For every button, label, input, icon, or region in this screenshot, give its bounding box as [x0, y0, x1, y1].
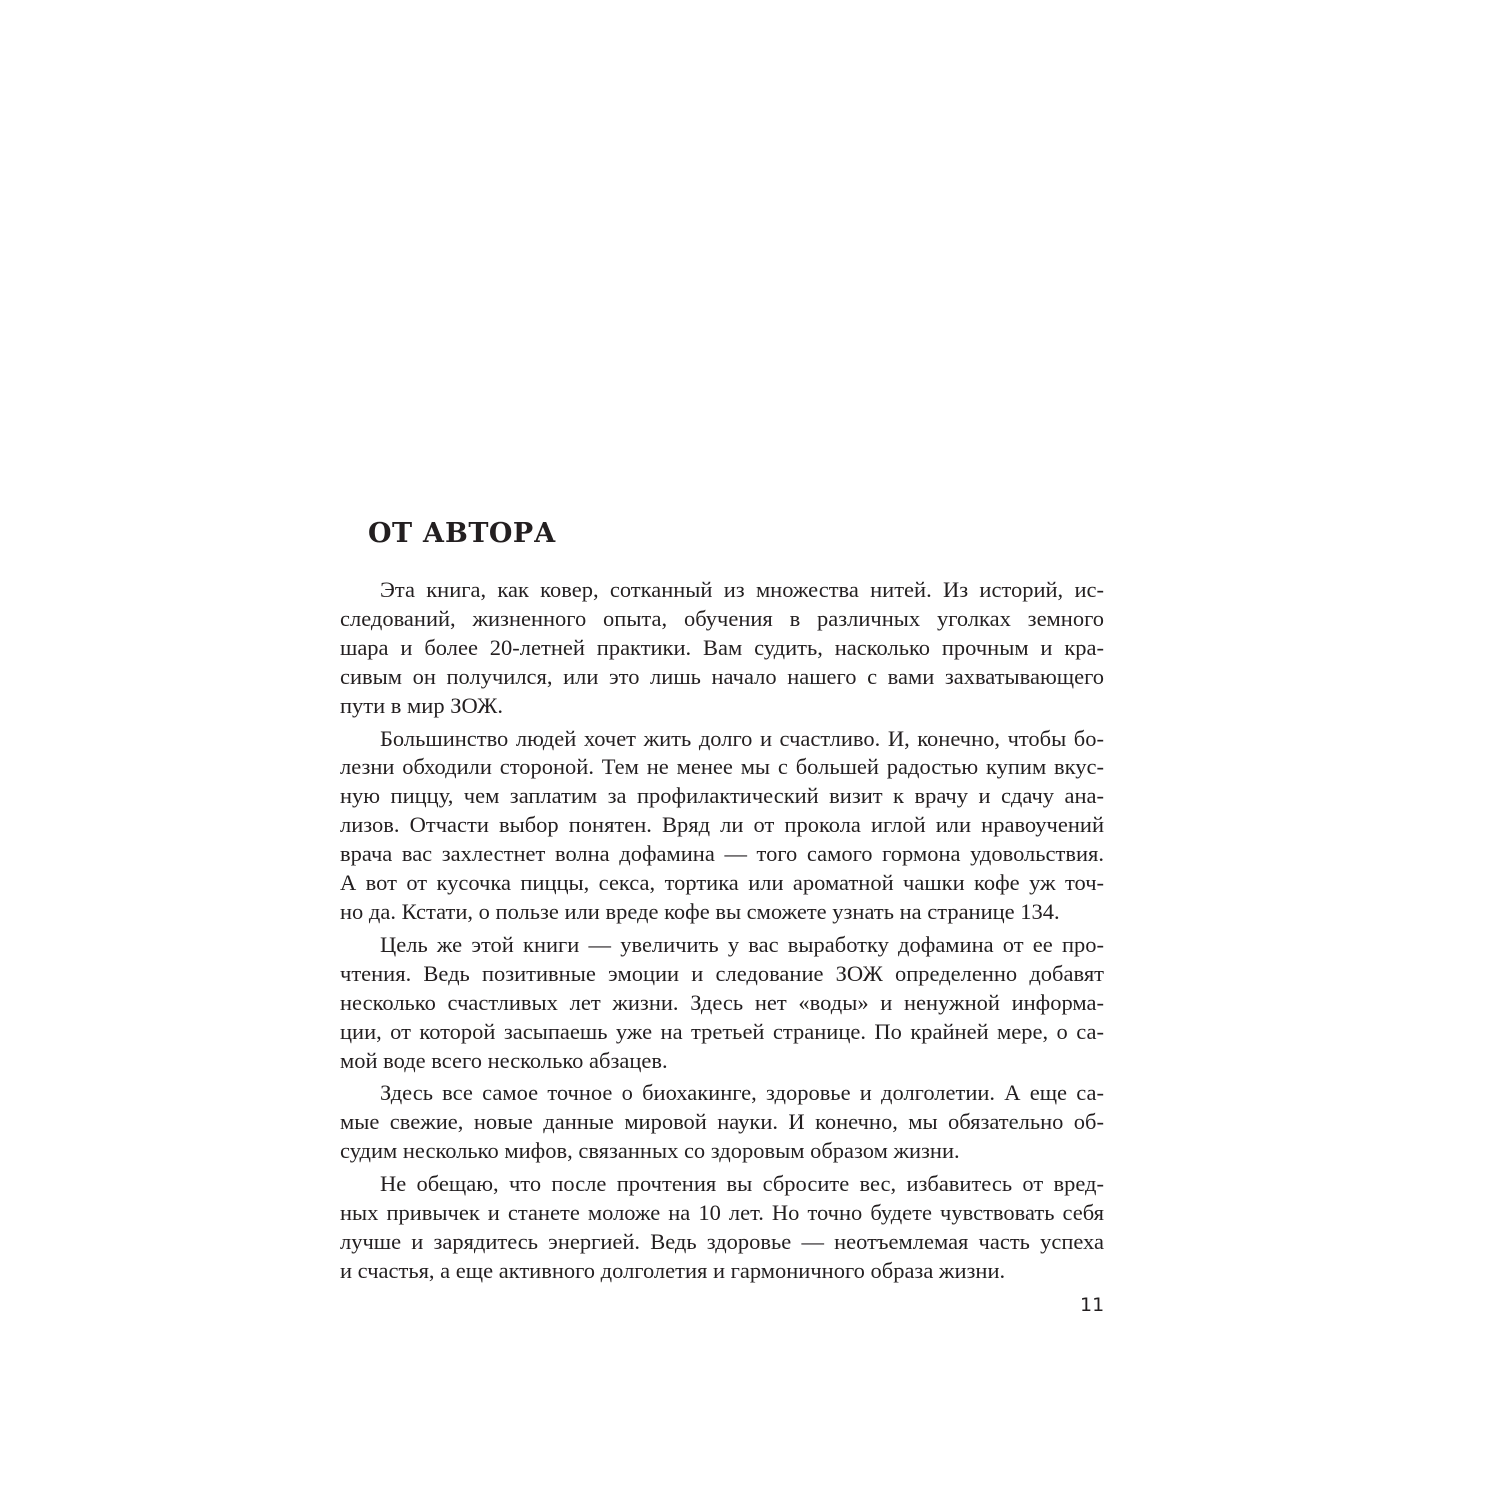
text-line: но да. Кстати, о пользе или вреде кофе вы сможете узнать на странице 134.: [340, 898, 1060, 924]
text-line: Эта книга, как ковер, сотканный из множества нитей. Из историй, ис-: [380, 577, 1104, 602]
text-line: пути в мир ЗОЖ.: [340, 692, 503, 718]
paragraph: [340, 931, 1104, 1076]
chapter-title: ОТ АВТОРА: [368, 518, 557, 549]
text-line: Большинство людей хочет жить долго и счастливо. И, конечно, чтобы бо-: [380, 725, 1104, 751]
paragraph: [340, 1079, 1104, 1166]
paragraph: [340, 725, 1104, 927]
text-line: А вот от кусочка пиццы, секса, тортика или ароматной чашки кофе уж точ-: [340, 870, 1104, 896]
text-line: лизов. Отчасти выбор понятен. Вряд ли от прокола иглой или нравоучений: [340, 812, 1104, 838]
text-line: сивым он получился, или это лишь начало нашего с вами захватывающего: [340, 663, 1104, 689]
text-line: ную пиццу, чем заплатим за профилактический визит к врачу и сдачу ана-: [340, 783, 1104, 809]
text-line: и счастья, а еще активного долголетия и гармоничного образа жизни.: [340, 1257, 1006, 1283]
text-line: врача вас захлестнет волна дофамина — того самого гормона удовольствия.: [340, 841, 1104, 867]
body-text: [340, 576, 1104, 1290]
text-line: Цель же этой книги — увеличить у вас выработку дофамина от ее про-: [380, 931, 1104, 957]
text-line: мые свежие, новые данные мировой науки. И конечно, мы обязательно об-: [340, 1109, 1104, 1135]
text-line: судим несколько мифов, связанных со здоровым образом жизни.: [340, 1138, 960, 1164]
text-line: ных привычек и станете моложе на 10 лет. Но точно будете чувствовать себя: [340, 1200, 1104, 1226]
page-number: 11: [1080, 1294, 1105, 1316]
text-line: Не обещаю, что после прочтения вы сбросите вес, избавитесь от вред-: [380, 1171, 1104, 1197]
text-line: Здесь все самое точное о биохакинге, здоровье и долголетии. А еще са-: [380, 1080, 1104, 1106]
text-line: ции, от которой засыпаешь уже на третьей странице. По крайней мере, о са-: [340, 1018, 1104, 1044]
text-line: шара и более 20-летней практики. Вам судить, насколько прочным и кра-: [340, 634, 1104, 660]
text-line: чтения. Ведь позитивные эмоции и следование ЗОЖ определенно добавят: [340, 960, 1104, 986]
text-line: несколько счастливых лет жизни. Здесь нет «воды» и ненужной информа-: [340, 989, 1104, 1015]
text-line: лучше и зарядитесь энергией. Ведь здоровье — неотъемлемая часть успеха: [340, 1228, 1104, 1254]
paragraph: [340, 1170, 1104, 1286]
text-line: лезни обходили стороной. Тем не менее мы с большей радостью купим вкус-: [340, 754, 1104, 780]
text-line: следований, жизненного опыта, обучения в различных уголках земного: [340, 605, 1104, 631]
paragraph: [340, 576, 1104, 721]
text-line: мой воде всего несколько абзацев.: [340, 1047, 668, 1073]
